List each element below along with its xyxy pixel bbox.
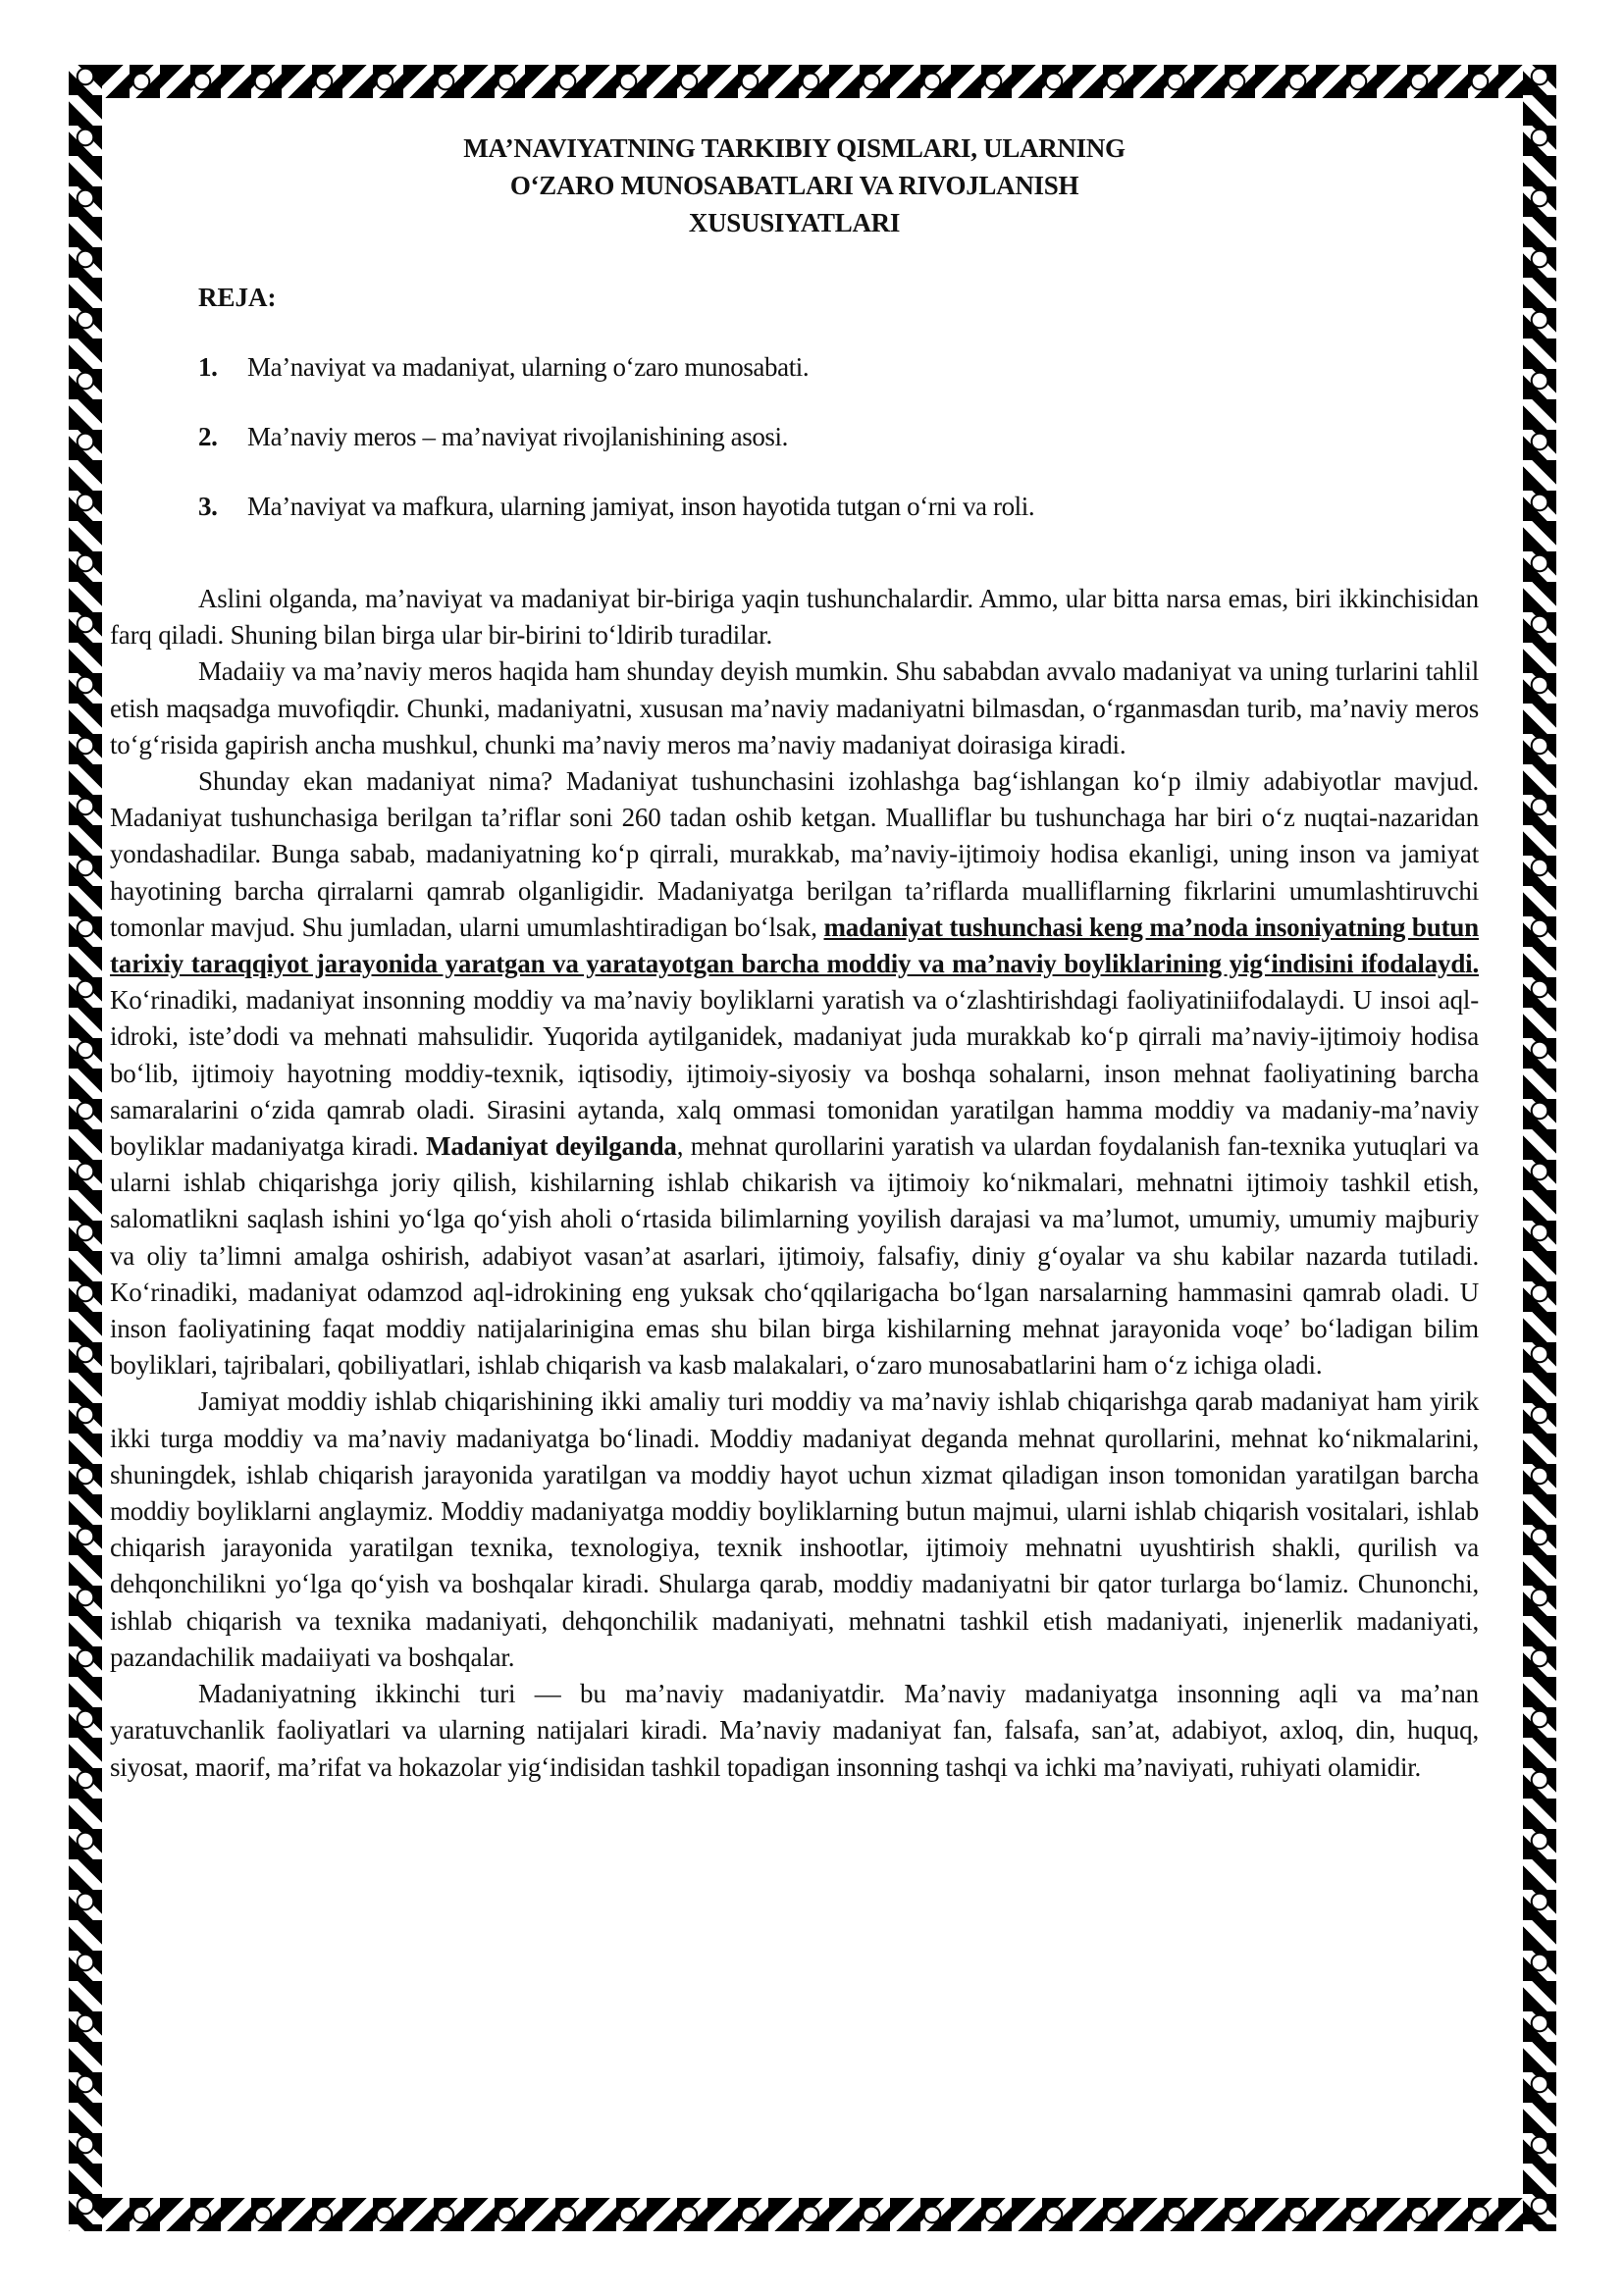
paragraph-2: Madaiiy va ma’naviy meros haqida ham shunday deyish mumkin. Shu sababdan avvalo madaniyat va uning turlarini tahlil etish maqsadga muvofiqdir. Chunki, madaniyatni, xususan ma’naviy madaniyatni bilmasdan, o‘rganmasdan turib, ma’naviy meros to‘g‘risida gapirish ancha mushkul, chunki ma’naviy meros ma’naviy madaniyat doirasiga kiradi. xyxy=(110,656,1479,759)
plan-item-text: Ma’naviy meros – ma’naviyat rivojlanishining asosi. xyxy=(247,422,788,451)
ornamental-border-bottom xyxy=(69,2198,1556,2231)
paragraph-3-part-b: Ko‘rinadiki, madaniyat insonning moddiy va ma’naviy boyliklarni yaratish va o‘zlashtirishdagi faoliyatiniifodalaydi. U insoi aql-idroki, iste’dodi va mehnati mahsulidir. Yuqorida aytilganidek, madaniyat juda murakkab ko‘p qirrali ma’naviy-ijtimoiy hodisa bo‘lib, ijtimoiy hayotning moddiy-texnik, iqtisodiy, ijtimoiy-siyosiy va boshqa sohalarni, inson mehnat faoliyatining barcha samaralarini o‘zida qamrab oladi. Sirasini aytanda, xalq ommasi tomonidan yaratilgan hamma moddiy va madaniy-ma’naviy boyliklar madaniyatga kiradi. xyxy=(110,985,1479,1162)
term-highlight: Madaniyat deyilganda xyxy=(426,1131,677,1162)
title-line-1: MA’NAVIYATNING TARKIBIY QISMLARI, ULARNING xyxy=(463,133,1126,163)
plan-list xyxy=(198,352,1479,522)
title-line-2: O‘ZARO MUNOSABATLARI VA RIVOJLANISH xyxy=(509,171,1079,200)
body-text xyxy=(110,581,1479,1786)
paragraph-5: Madaniyatning ikkinchi turi — bu ma’naviy madaniyatdir. Ma’naviy madaniyatga insonning aqli va ma’nan yaratuvchanlik faoliyatlari va ularning natijalari kiradi. Ma’naviy madaniyat fan, falsafa, san’at, adabiyot, axloq, din, huquq, siyosat, maorif, ma’rifat va hokazolar yig‘indisidan tashkil topadigan insonning tashqi va ichki ma’naviyati, ruhiyati olamidir. xyxy=(110,1679,1479,1782)
plan-item-3 xyxy=(198,492,1479,522)
ornamental-border-left xyxy=(69,65,102,2231)
ornamental-border-right xyxy=(1523,65,1556,2231)
page-content xyxy=(110,130,1479,1786)
paragraph-4: Jamiyat moddiy ishlab chiqarishining ikki amaliy turi moddiy va ma’naviy ishlab chiqarishga qarab madaniyat ham yirik ikki turga moddiy va ma’naviy madaniyatga bo‘linadi. Moddiy madaniyat deganda mehnat qurollarini, mehnat ko‘nikmalarini, shuningdek, ishlab chiqarish jarayonida yaratilgan va moddiy hayot uchun xizmat qiladigan inson tomonidan yaratilgan barcha moddiy boyliklarni anglaymiz. Moddiy madaniyatga moddiy boyliklarning butun majmui, ularni ishlab chiqarish vositalari, ishlab chiqarish jarayonida yaratilgan texnika, texnologiya, texnik inshootlar, ijtimoiy mehnatni uyushtirish shakli, qurilish va dehqonchilikni yo‘lga qo‘yish va boshqalar kiradi. Shularga qarab, moddiy madaniyatni bir qator turlarga bo‘lamiz. Chunonchi, ishlab chiqarish va texnika madaniyati, dehqonchilik madaniyati, mehnatni tashkil etish madaniyati, injenerlik madaniyati, pazandachilik madaiiyati va boshqalar. xyxy=(110,1386,1479,1672)
definition-highlight: madaniyat tushunchasi keng ma’noda insoniyatning butun tarixiy taraqqiyot jarayonida yaratgan va yaratayotgan barcha moddiy va ma’naviy boyliklarining yig‘indisini ifodalaydi. xyxy=(110,912,1479,979)
plan-item-1 xyxy=(198,352,1479,383)
plan-item-number: 1. xyxy=(198,352,218,382)
paragraph-1: Aslini olganda, ma’naviyat va madaniyat bir-biriga yaqin tushunchalardir. Ammo, ular bitta narsa emas, biri ikkinchisidan farq qiladi. Shuning bilan birga ular bir-birini to‘ldirib turadilar. xyxy=(110,584,1479,651)
plan-item-text: Ma’naviyat va mafkura, ularning jamiyat, inson hayotida tutgan o‘rni va roli. xyxy=(247,492,1035,521)
plan-item-2 xyxy=(198,422,1479,452)
plan-heading: REJA: xyxy=(198,283,277,312)
paragraph-3-part-a: Shunday ekan madaniyat nima? Madaniyat tushunchasini izohlashga bag‘ishlangan ko‘p ilmiy adabiyotlar mavjud. Madaniyat tushunchasiga berilgan ta’riflar soni 260 tadan oshib ketgan. Mualliflar bu tushunchaga har biri o‘z nuqtai-nazaridan yondashadilar. Bunga sabab, madaniyatning ko‘p qirrali, murakkab, ma’naviy-ijtimoiy hodisa ekanligi, uning inson va jamiyat hayotining barcha qirralarni qamrab olganligidir. Madaniyatga berilgan ta’riflarda mualliflarning fikrlarini umumlashtiruvchi tomonlar mavjud. Shu jumladan, ularni umumlashtiradigan bo‘lsak, xyxy=(110,766,1479,942)
paragraph-3-part-c: , mehnat qurollarini yaratish va ulardan foydalanish fan-texnika yutuqlari va ularni ishlab chiqarishga joriy qilish, kishilarning ishlab chikarish va ijtimoiy ko‘nikmalari, mehnatni ijtimoiy tashkil etish, salomatlikni saqlash ishini yo‘lga qo‘yish aholi o‘rtasida bilimlarning yoyilish darajasi va ma’lumot, umumiy, umumiy majburiy va oliy ta’limni amalga oshirish, adabiyot vasan’at asarlari, ijtimoiy, falsafiy, diniy g‘oyalar va shu kabilar nazarda tutiladi. Ko‘rinadiki, madaniyat odamzod aql-idrokining eng yuksak cho‘qqilarigacha bo‘lgan narsalarning hammasini qamrab oladi. U inson faoliyatining faqat moddiy natijalarinigina emas shu bilan birga kishilarning mehnat jarayonida voqe’ bo‘ladigan bilim boyliklari, tajribalari, qobiliyatlari, ishlab chiqarish va kasb malakalari, o‘zaro munosabatlarini ham o‘z ichiga oladi. xyxy=(110,1131,1480,1381)
title-line-3: XUSUSIYATLARI xyxy=(688,208,901,237)
plan-item-number: 2. xyxy=(198,422,218,451)
plan-item-number: 3. xyxy=(198,492,218,521)
paragraph-3 xyxy=(110,763,1479,1383)
document-title xyxy=(110,130,1479,241)
ornamental-border-top xyxy=(69,65,1556,98)
plan-item-text: Ma’naviyat va madaniyat, ularning o‘zaro munosabati. xyxy=(247,352,810,382)
